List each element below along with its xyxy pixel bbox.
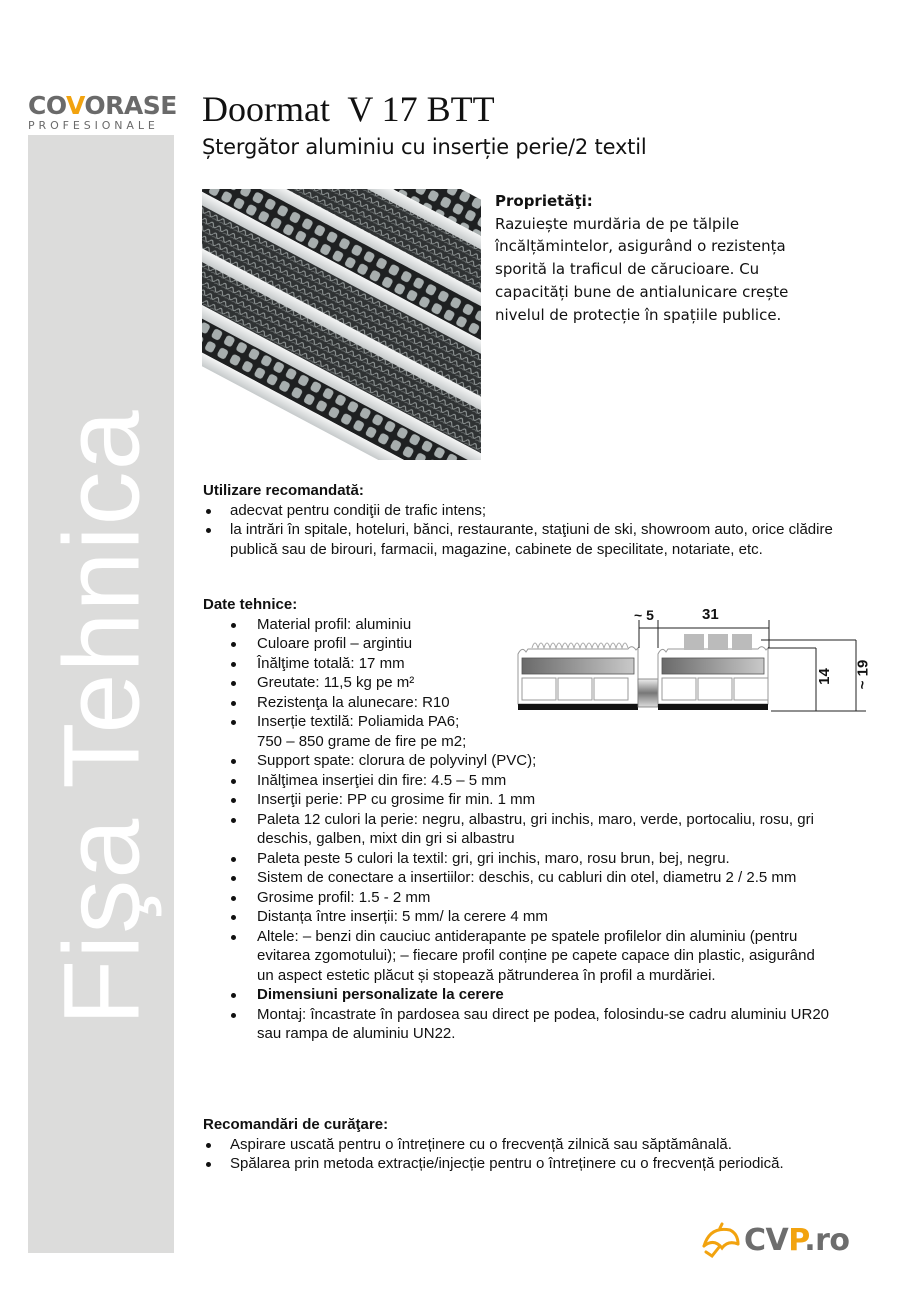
list-item: Montaj: încastrate în pardosea sau direct pe podea, folosindu-se cadru aluminiu UR20 sau rampa de aluminiu UN22. — [203, 1005, 837, 1044]
total-height-label: ~ 19 — [854, 659, 872, 690]
list-item: Support spate: clorura de polyvinyl (PVC); — [203, 751, 843, 771]
covorase-logo — [28, 93, 176, 133]
width-dimension-label: 31 — [702, 606, 719, 623]
cvp-logo — [700, 1222, 870, 1262]
cvp-part: .ro — [804, 1223, 850, 1258]
properties-line: capacități bune de antialunicare crește — [495, 282, 789, 301]
list-item: Grosime profil: 1.5 - 2 mm — [203, 888, 843, 908]
list-item: Culoare profil – argintiu — [203, 634, 843, 654]
list-item: Rezistenţa la alunecare: R10 — [203, 693, 843, 713]
cleaning-heading: Recomandări de curăţare: — [203, 1116, 389, 1133]
list-item: Inserție textilă: Poliamida PA6; 750 – 850 grame de fire pe m2; — [203, 712, 472, 751]
list-item: Inălţimea inserţiei din fire: 4.5 – 5 mm — [203, 771, 843, 791]
list-item: Sistem de conectare a insertiilor: deschis, cu cabluri din otel, diametru 2 / 2.5 mm — [203, 868, 817, 888]
logo-part: CO — [28, 91, 66, 120]
cleaning-section — [203, 1115, 863, 1174]
list-item: Dimensiuni personalizate la cerere — [203, 985, 843, 1005]
list-item: Înălţime totală: 17 mm — [203, 654, 843, 674]
doormat-image — [202, 189, 481, 460]
list-item: Inserţii perie: PP cu grosime fir min. 1 mm — [203, 790, 843, 810]
list-item: Aspirare uscată pentru o întreținere cu o frecvență zilnică sau săptămânală. — [203, 1135, 863, 1155]
logo-wordmark — [28, 93, 176, 119]
profile-cross-section-diagram — [516, 604, 876, 716]
product-photo — [202, 189, 481, 460]
recommended-use-heading: Utilizare recomandată: — [203, 482, 364, 499]
recommended-use-section — [203, 481, 843, 559]
properties-heading: Proprietăţi: — [495, 192, 593, 210]
technical-data-heading: Date tehnice: — [203, 596, 298, 613]
list-item: Distanța între inserții: 5 mm/ la cerere 4 mm — [203, 907, 843, 927]
sidebar-vertical-label — [28, 135, 174, 1253]
properties-line: sporită la traficul de cărucioare. Cu — [495, 260, 760, 279]
gap-dimension-label: ~ 5 — [634, 607, 654, 623]
properties-line: Razuiește murdăria de pe tălpile — [495, 214, 740, 233]
properties-line: nivelul de protecție în spațiile publice. — [495, 305, 782, 324]
list-item: adecvat pentru condiţii de trafic intens; — [203, 501, 843, 521]
properties-section — [495, 190, 825, 326]
list-item: Altele: – benzi din cauciuc antiderapante pe spatele profilelor din aluminiu (pentru evitarea zgomotului); – fiecare profil conține pe capete capace din plastic, asigurând un aspect estetic plăcut și stopează pătrunderea în profil a murdăriei. — [203, 927, 832, 986]
cross-section-drawing — [516, 604, 876, 716]
cvp-wordmark — [744, 1222, 850, 1260]
insert-height-label: 14 — [815, 668, 833, 685]
fisa-tehnica-label: Fişa Tehnica — [40, 409, 162, 1026]
list-item: Paleta peste 5 culori la textil: gri, gri inchis, maro, rosu brun, bej, negru. — [203, 849, 843, 869]
list-item: Greutate: 11,5 kg pe m² — [203, 673, 843, 693]
list-item: Spălarea prin metoda extracție/injecție pentru o întreținere cu o frecvență periodică. — [203, 1154, 863, 1174]
list-item: Material profil: aluminiu — [203, 615, 843, 635]
list-item: la intrări în spitale, hoteluri, bănci, restaurante, staţiuni de ski, showroom auto, orice clădire publică sau de birouri, farmacii, magazine, cabinete de specilitate, notariate, etc. — [203, 520, 843, 559]
logo-tagline: PROFESIONALE — [28, 119, 159, 132]
umbrella-icon — [700, 1222, 742, 1260]
logo-accent-letter: V — [65, 91, 85, 120]
list-item: Paleta 12 culori la perie: negru, albastru, gri inchis, maro, verde, portocaliu, rosu, gri deschis, galben, mixt din gri si albastru — [203, 810, 817, 849]
page-title: Doormat V 17 BTT — [202, 89, 495, 129]
logo-part: ORASE — [84, 91, 177, 120]
properties-line: încălțămintelor, asigurând o rezistența — [495, 237, 786, 256]
cvp-part: CV — [744, 1223, 789, 1258]
page-subtitle: Ștergător aluminiu cu inserție perie/2 textil — [202, 135, 647, 159]
cvp-accent: P — [788, 1223, 805, 1258]
